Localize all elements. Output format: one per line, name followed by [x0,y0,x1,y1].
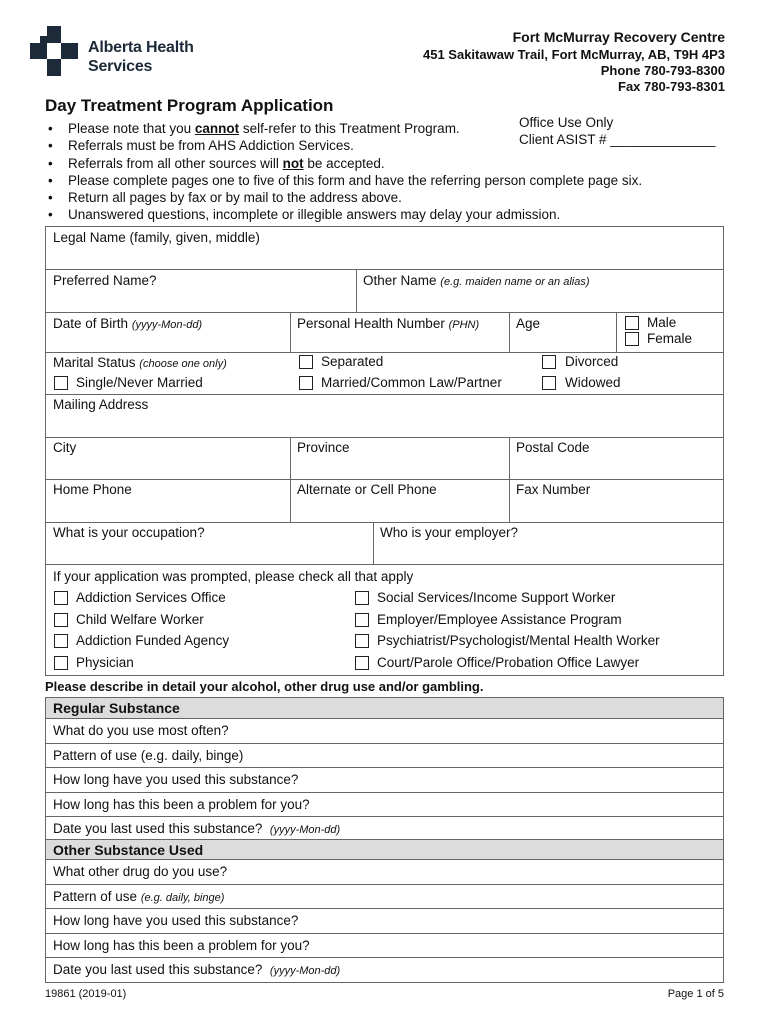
widowed-label: Widowed [565,375,621,390]
table-row[interactable]: Pattern of use (e.g. daily, binge) [46,884,723,909]
page-number: Page 1 of 5 [667,988,724,1000]
female-label: Female [647,331,693,346]
section-heading: Other Substance Used [46,839,723,859]
physician-checkbox[interactable] [54,656,68,670]
table-row[interactable]: Pattern of use (e.g. daily, binge) [46,743,723,768]
list-item: • Please note that you cannot self-refer to this Treatment Program. [48,121,460,136]
table-row[interactable]: What do you use most often? [46,718,723,743]
table-row[interactable]: How long have you used this substance? [46,908,723,933]
form-number: 19861 (2019-01) [45,988,127,1000]
court-parole-checkbox[interactable] [355,656,369,670]
list-item: • Return all pages by fax or by mail to the address above. [48,190,402,206]
org-name-line2: Services [88,58,153,75]
male-label: Male [647,315,677,330]
legal-name-field[interactable]: Legal Name (family, given, middle) [53,230,260,245]
employer-field[interactable]: Who is your employer? [380,525,519,540]
list-item: • Referrals from all other sources will not be accepted. [48,155,385,171]
occupation-field[interactable]: What is your occupation? [53,525,205,540]
table-row[interactable]: How long has this been a problem for you? [46,933,723,958]
female-checkbox[interactable] [625,332,639,346]
mailing-address-field[interactable]: Mailing Address [53,397,149,412]
separated-checkbox[interactable] [299,355,313,369]
centre-name: Fort McMurray Recovery Centre [512,29,725,45]
province-field[interactable]: Province [297,440,350,455]
phn-field[interactable]: Personal Health Number (PHN) [297,316,480,331]
list-item: • Please complete pages one to five of this form and have the referring person complete page six. [48,172,643,188]
prompt-option-label: Child Welfare Worker [76,612,204,627]
divorced-checkbox[interactable] [542,355,556,369]
prompt-option-label: Psychiatrist/Psychologist/Mental Health Worker [377,633,660,648]
list-item: • Unanswered questions, incomplete or illegible answers may delay your admission. [48,207,561,223]
prompt-option-label: Addiction Services Office [76,590,226,605]
postal-code-field[interactable]: Postal Code [516,440,590,455]
ahs-logo-icon [30,26,78,76]
prompt-option-label: Addiction Funded Agency [76,633,230,648]
other-name-field[interactable]: Other Name (e.g. maiden name or an alias) [363,273,590,288]
city-field[interactable]: City [53,440,77,455]
date-of-birth-field[interactable]: Date of Birth (yyyy-Mon-dd) [53,316,203,331]
addiction-funded-checkbox[interactable] [54,634,68,648]
describe-instruction: Please describe in detail your alcohol, other drug use and/or gambling. [45,679,484,694]
table-row[interactable]: Date you last used this substance? (yyyy-Mon-dd) [46,957,723,982]
fax-number-field[interactable]: Fax Number [516,482,591,497]
widowed-checkbox[interactable] [542,376,556,390]
centre-address: 451 Sakitawaw Trail, Fort McMurray, AB, T9H 4P3 [423,47,725,62]
home-phone-field[interactable]: Home Phone [53,482,132,497]
marital-status-label: Marital Status (choose one only) [53,355,227,370]
social-services-checkbox[interactable] [355,591,369,605]
prompt-option-label: Employer/Employee Assistance Program [377,612,622,627]
section-heading: Regular Substance [46,698,723,718]
centre-fax: Fax 780-793-8301 [618,79,725,94]
table-row[interactable]: Date you last used this substance? (yyyy-Mon-dd) [46,816,723,841]
mental-health-checkbox[interactable] [355,634,369,648]
married-label: Married/Common Law/Partner [321,375,502,390]
child-welfare-checkbox[interactable] [54,613,68,627]
other-substance-table [45,839,724,983]
prompt-option-label: Social Services/Income Support Worker [377,590,616,605]
employer-assistance-checkbox[interactable] [355,613,369,627]
separated-label: Separated [321,354,384,369]
table-row[interactable]: How long has this been a problem for you? [46,792,723,817]
married-checkbox[interactable] [299,376,313,390]
single-checkbox[interactable] [54,376,68,390]
org-name-line1: Alberta Health [88,39,194,56]
office-use-label: Office Use Only [519,115,614,130]
prompted-label: If your application was prompted, please check all that apply [53,569,414,584]
page-title: Day Treatment Program Application [45,96,334,115]
list-item: • Referrals must be from AHS Addiction Services. [48,138,354,154]
regular-substance-table [45,697,724,842]
divorced-label: Divorced [565,354,619,369]
client-asist-field: Client ASIST # ______________ [519,132,716,147]
preferred-name-field[interactable]: Preferred Name? [53,273,157,288]
prompt-option-label: Physician [76,655,134,670]
table-row[interactable]: What other drug do you use? [46,859,723,884]
personal-info-form [45,226,724,676]
alternate-phone-field[interactable]: Alternate or Cell Phone [297,482,437,497]
single-label: Single/Never Married [76,375,203,390]
table-row[interactable]: How long have you used this substance? [46,767,723,792]
addiction-services-checkbox[interactable] [54,591,68,605]
prompt-option-label: Court/Parole Office/Probation Office Lawyer [377,655,640,670]
age-field[interactable]: Age [516,316,541,331]
centre-phone: Phone 780-793-8300 [600,63,725,78]
instructions-list [45,120,685,224]
male-checkbox[interactable] [625,316,639,330]
